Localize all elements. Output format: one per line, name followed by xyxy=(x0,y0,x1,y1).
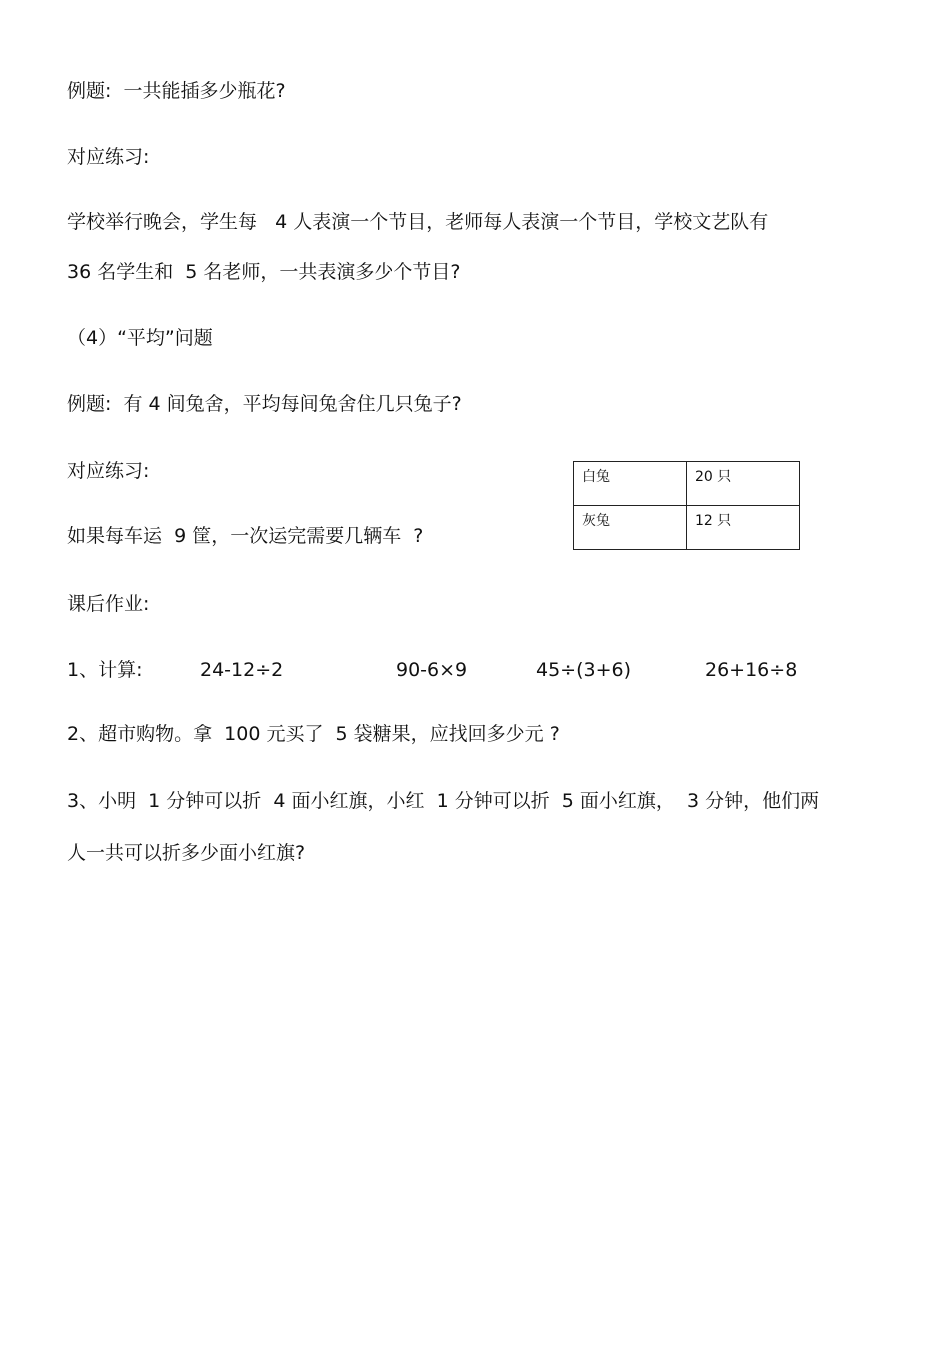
calculation-item: 90-6×9 xyxy=(396,659,468,681)
calculation-item: 24-12÷2 xyxy=(200,659,284,681)
homework-1-label: 1、计算: xyxy=(67,659,143,681)
homework-2: 2、超市购物。拿 100 元买了 5 袋糖果，应找回多少元 ? xyxy=(67,723,560,745)
table-cell-kind: 白兔 xyxy=(574,462,687,506)
school-party-problem-line-2: 36 名学生和 5 名老师，一共表演多少个节目? xyxy=(67,261,461,283)
rabbit-count-table xyxy=(573,461,800,550)
table-cell-count: 20 只 xyxy=(687,462,800,506)
calculation-item: 45÷(3+6) xyxy=(536,659,632,681)
calculation-item: 26+16÷8 xyxy=(705,659,798,681)
homework-3-line-2: 人一共可以折多少面小红旗? xyxy=(67,842,306,864)
table-row xyxy=(574,506,800,550)
example-rabbits-question: 例题: 有 4 间兔舍，平均每间兔舍住几只兔子? xyxy=(67,393,462,415)
practice-label: 对应练习: xyxy=(67,146,150,168)
table-row xyxy=(574,462,800,506)
table-cell-count: 12 只 xyxy=(687,506,800,550)
homework-3-line-1: 3、小明 1 分钟可以折 4 面小红旗，小红 1 分钟可以折 5 面小红旗， 3 分钟，他们两 xyxy=(67,790,820,812)
baskets-question: 如果每车运 9 筐，一次运完需要几辆车 ? xyxy=(67,525,424,547)
homework-label: 课后作业: xyxy=(67,593,150,615)
section-average-heading: （4）“平均”问题 xyxy=(67,327,213,349)
example-flowers-question: 例题: 一共能插多少瓶花? xyxy=(67,80,286,102)
practice-label: 对应练习: xyxy=(67,460,150,482)
table-cell-kind: 灰兔 xyxy=(574,506,687,550)
school-party-problem-line-1: 学校举行晚会，学生每 4 人表演一个节目，老师每人表演一个节目，学校文艺队有 xyxy=(67,211,769,233)
